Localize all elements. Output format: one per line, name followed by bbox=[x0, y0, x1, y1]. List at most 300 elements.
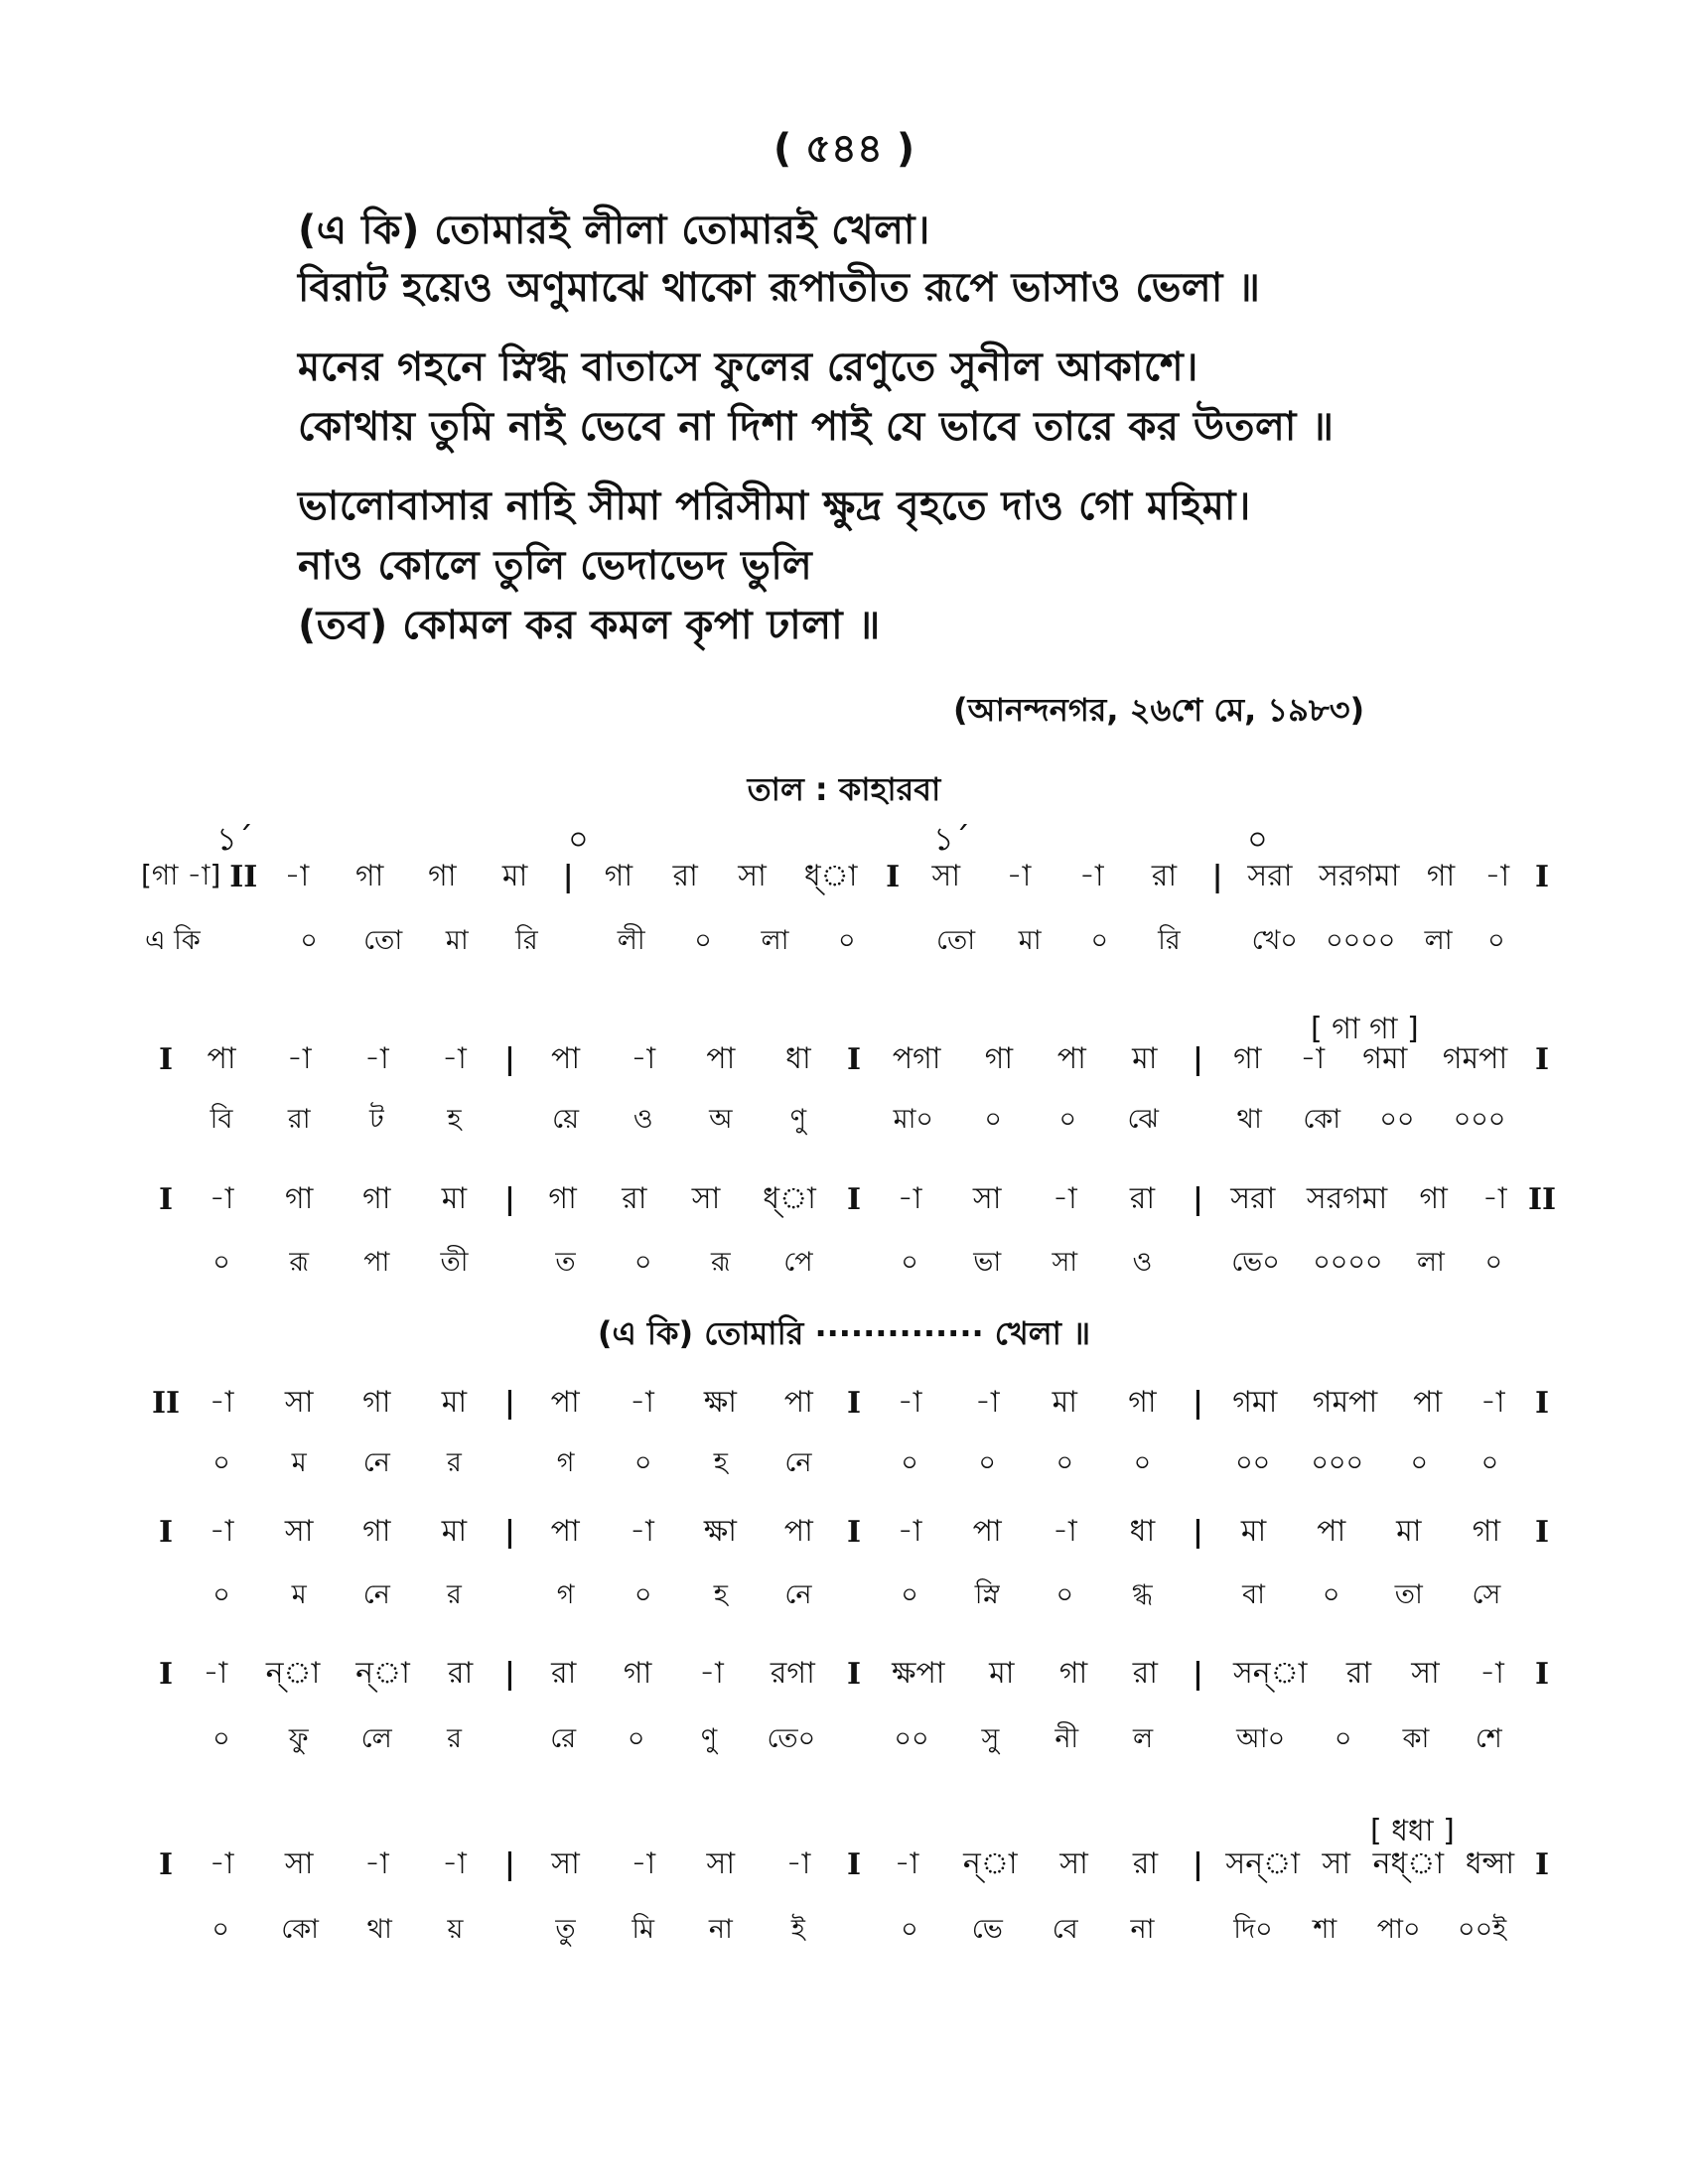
syllable: ০০০ bbox=[1453, 1103, 1506, 1135]
note: মা bbox=[1396, 1513, 1422, 1549]
syllable: সে bbox=[1472, 1578, 1501, 1610]
syllable: তী bbox=[440, 1246, 469, 1278]
beat-separator: | bbox=[1193, 1846, 1203, 1882]
note-group bbox=[527, 1174, 838, 1225]
note-group bbox=[527, 1649, 838, 1700]
syllable: ০ bbox=[300, 924, 318, 956]
syllable: ঝে bbox=[1127, 1103, 1159, 1135]
syllable-group bbox=[1215, 1574, 1526, 1619]
notation-row bbox=[149, 1176, 1559, 1222]
note: পা bbox=[1056, 1040, 1086, 1076]
note: সন্া bbox=[1225, 1845, 1300, 1881]
beat-separator: | bbox=[562, 859, 574, 894]
syllable: নে bbox=[784, 1578, 812, 1610]
syllable: অ bbox=[709, 1103, 733, 1135]
syllable: র bbox=[447, 1446, 462, 1478]
note: গমা bbox=[1232, 1384, 1278, 1420]
note-group bbox=[183, 1034, 493, 1085]
notation-row bbox=[149, 1509, 1559, 1555]
beat-separator: | bbox=[504, 1656, 515, 1692]
beat-mark-3: ১´ bbox=[933, 820, 970, 858]
note: রা bbox=[1345, 1655, 1372, 1691]
syllable: ০ bbox=[1090, 924, 1109, 956]
syllable: গ bbox=[556, 1578, 575, 1610]
beat-separator: I bbox=[846, 1846, 862, 1882]
notation-row bbox=[149, 1036, 1559, 1082]
syllable: ০ bbox=[984, 1103, 1002, 1135]
syllable: রি bbox=[515, 924, 538, 956]
syllable-group bbox=[1215, 1099, 1526, 1144]
note-group bbox=[527, 1034, 838, 1085]
refrain-line: (এ কি) তোমারি ·············· খেলা ॥ bbox=[597, 1314, 1091, 1352]
syllable: ০ bbox=[212, 1246, 230, 1278]
note: -া bbox=[209, 1513, 234, 1549]
end-bar: I bbox=[1534, 1514, 1550, 1550]
syllable: তো bbox=[363, 924, 403, 956]
note: মা bbox=[1132, 1040, 1158, 1076]
syllable: কো bbox=[1303, 1103, 1341, 1135]
note: সা bbox=[738, 858, 767, 893]
syllable: ০ bbox=[901, 1913, 918, 1945]
note: ন্া bbox=[962, 1845, 1018, 1881]
beat-separator: I bbox=[846, 1041, 862, 1077]
note-group bbox=[527, 1507, 838, 1558]
note: সরা bbox=[1230, 1180, 1276, 1216]
note: -া bbox=[363, 1845, 389, 1881]
syllable-group bbox=[871, 1574, 1182, 1619]
syllable: ই bbox=[790, 1913, 805, 1945]
syllable: ল bbox=[1133, 1722, 1154, 1754]
syllable: ০ bbox=[633, 1578, 652, 1610]
lyric-line-4: কোথায় তুমি নাই ভেবে না দিশা পাই যে ভাবে তারে কর উতলা ॥ bbox=[298, 404, 1335, 450]
note: -া bbox=[897, 1513, 922, 1549]
note: রা bbox=[551, 1655, 577, 1691]
note-group bbox=[871, 1378, 1182, 1429]
syllable: ০ bbox=[633, 1246, 652, 1278]
syllable: লা bbox=[1416, 1246, 1445, 1278]
syllable: ণু bbox=[789, 1103, 807, 1135]
syllable: রা bbox=[287, 1103, 311, 1135]
note: ন্া bbox=[355, 1655, 410, 1691]
note: সা bbox=[284, 1845, 314, 1881]
note: মা bbox=[501, 858, 528, 893]
beat-mark-1: ১´ bbox=[216, 820, 253, 858]
note: -া bbox=[1006, 858, 1032, 893]
syllable-group bbox=[183, 1099, 493, 1144]
syllable: লা bbox=[1424, 924, 1453, 956]
syllable: নে bbox=[784, 1446, 812, 1478]
beat-separator: | bbox=[504, 1846, 515, 1882]
note: গা bbox=[285, 1180, 314, 1216]
note: গা bbox=[1419, 1180, 1448, 1216]
note: সা bbox=[972, 1180, 1002, 1216]
syllable-group bbox=[871, 1718, 1182, 1763]
note: সরগমা bbox=[1306, 1180, 1388, 1216]
note: মা bbox=[441, 1180, 468, 1216]
syllable: ০ bbox=[901, 1578, 918, 1610]
syllable: ০ bbox=[1410, 1446, 1428, 1478]
note-group bbox=[910, 852, 1200, 902]
syllable: শে bbox=[1475, 1722, 1502, 1754]
syllable: তে০ bbox=[767, 1722, 816, 1754]
note: ধ্া bbox=[803, 858, 858, 893]
syllable-group bbox=[527, 1909, 838, 1954]
note: পা bbox=[550, 1384, 580, 1420]
syllable: সু bbox=[981, 1722, 1000, 1754]
lyric-line-7: (তব) কোমল কর কমল কৃপা ঢালা ॥ bbox=[298, 603, 881, 648]
syllable: ফু bbox=[288, 1722, 309, 1754]
note: পা bbox=[550, 1513, 580, 1549]
syllable: গ্ধ bbox=[1132, 1578, 1153, 1610]
note: -া bbox=[442, 1845, 467, 1881]
end-bar: I bbox=[1534, 1846, 1550, 1882]
note: -া bbox=[897, 1180, 922, 1216]
note-group bbox=[183, 1649, 493, 1700]
end-bar: I bbox=[1534, 1385, 1550, 1421]
tal-label: তাল : কাহারবা bbox=[747, 770, 941, 808]
lyric-line-3: মনের গহনে স্নিগ্ধ বাতাসে ফুলের রেণুতে সুনীল আকাশে। bbox=[298, 344, 1198, 390]
syllable: বা bbox=[1242, 1578, 1265, 1610]
note: পা bbox=[207, 1040, 236, 1076]
note: ধ্া bbox=[763, 1180, 816, 1216]
alt-notes-bracket: [ গা গা ] bbox=[1311, 1012, 1419, 1046]
note: সা bbox=[284, 1384, 314, 1420]
syllable: ০০ bbox=[894, 1722, 929, 1754]
syllable: ০ bbox=[1133, 1446, 1152, 1478]
note: -া bbox=[1484, 858, 1510, 893]
syllable: ০ bbox=[1322, 1578, 1340, 1610]
syllable: ও bbox=[1132, 1246, 1153, 1278]
syllable: পা০ bbox=[1376, 1913, 1421, 1945]
note: পা bbox=[972, 1513, 1002, 1549]
syllable-row bbox=[149, 1717, 1559, 1763]
syllable-group bbox=[183, 1574, 493, 1619]
syllable: মা০ bbox=[893, 1103, 933, 1135]
syllable: ত bbox=[555, 1246, 576, 1278]
syllable-row bbox=[145, 919, 1559, 965]
note: -া bbox=[897, 1384, 922, 1420]
beat-separator: | bbox=[504, 1181, 515, 1217]
note: গা bbox=[984, 1040, 1014, 1076]
syllable-group bbox=[527, 1242, 838, 1287]
syllable: ০ bbox=[627, 1722, 645, 1754]
note: গা bbox=[428, 858, 457, 893]
notation-row bbox=[141, 854, 1559, 899]
note: গা bbox=[604, 858, 633, 893]
note: সা bbox=[706, 1845, 736, 1881]
note: পা bbox=[783, 1384, 813, 1420]
syllable-group bbox=[1215, 1718, 1526, 1763]
note: মা bbox=[1052, 1384, 1077, 1420]
note: -া bbox=[785, 1845, 811, 1881]
note: গা bbox=[362, 1180, 391, 1216]
note-group bbox=[527, 1378, 838, 1429]
beat-separator: I bbox=[846, 1385, 862, 1421]
note-group bbox=[871, 1649, 1182, 1700]
syllable: ট bbox=[368, 1103, 384, 1135]
note: -া bbox=[286, 1040, 312, 1076]
syllable: র bbox=[447, 1722, 462, 1754]
beat-mark-4: ০ bbox=[1247, 820, 1268, 858]
syllable: ০ bbox=[838, 924, 856, 956]
note-group bbox=[585, 852, 876, 902]
note: -া bbox=[1481, 1180, 1507, 1216]
note: -া bbox=[1052, 1513, 1077, 1549]
note: রা bbox=[672, 858, 698, 893]
syllable: ০ bbox=[1484, 1246, 1503, 1278]
note: ক্ষা bbox=[703, 1384, 737, 1420]
syllable: হ bbox=[713, 1578, 728, 1610]
note: পা bbox=[1413, 1384, 1443, 1420]
syllable: দি০ bbox=[1233, 1913, 1273, 1945]
note: -া bbox=[974, 1384, 1000, 1420]
syllable: নী bbox=[1055, 1722, 1079, 1754]
note: -া bbox=[209, 1845, 234, 1881]
note: গমা bbox=[1362, 1040, 1408, 1076]
note: গা bbox=[362, 1384, 391, 1420]
beat-separator: | bbox=[1211, 859, 1223, 894]
syllable: ০ bbox=[694, 924, 712, 956]
syllable-group bbox=[871, 1099, 1182, 1144]
syllable: গ bbox=[556, 1446, 575, 1478]
note: রা bbox=[1132, 1845, 1159, 1881]
syllable: ০০০০ bbox=[1313, 1246, 1383, 1278]
note: গা bbox=[354, 858, 384, 893]
note: পা bbox=[551, 1040, 581, 1076]
note: -া bbox=[630, 1513, 654, 1549]
note: মা bbox=[989, 1655, 1015, 1691]
syllable: ০ bbox=[1334, 1722, 1352, 1754]
lyric-line-5: ভালোবাসার নাহি সীমা পরিসীমা ক্ষুদ্র বৃহতে দাও গো মহিমা। bbox=[298, 483, 1251, 529]
syllable: তো bbox=[936, 924, 976, 956]
syllable: স্নি bbox=[974, 1578, 1000, 1610]
note-group bbox=[1215, 1649, 1526, 1700]
syllable: ভে bbox=[971, 1913, 1003, 1945]
note: গা bbox=[1058, 1655, 1088, 1691]
note: ক্ষা bbox=[703, 1513, 737, 1549]
syllable-group bbox=[871, 1242, 1182, 1287]
note: -া bbox=[1479, 1655, 1504, 1691]
note: -া bbox=[894, 1845, 919, 1881]
note: সন্া bbox=[1232, 1655, 1308, 1691]
note: -া bbox=[631, 1040, 656, 1076]
syllable: লী bbox=[617, 924, 645, 956]
syllable-row bbox=[149, 1441, 1559, 1487]
syllable-group bbox=[183, 1242, 493, 1287]
note: -া bbox=[1300, 1040, 1326, 1076]
note: সা bbox=[1411, 1655, 1440, 1691]
note: -া bbox=[209, 1180, 234, 1216]
note: পগা bbox=[892, 1040, 941, 1076]
syllable: ০০০০ bbox=[1326, 924, 1396, 956]
beat-separator: | bbox=[1193, 1041, 1203, 1077]
note: -া bbox=[699, 1655, 724, 1691]
start-bar: II bbox=[151, 1385, 181, 1421]
syllable-group bbox=[916, 920, 1204, 965]
syllable: ০ bbox=[633, 1446, 652, 1478]
syllable-group bbox=[1238, 920, 1526, 965]
note: পা bbox=[783, 1513, 813, 1549]
note: সা bbox=[1059, 1845, 1088, 1881]
note: গা bbox=[362, 1513, 391, 1549]
syllable: লা bbox=[761, 924, 789, 956]
syllable-row bbox=[149, 1908, 1559, 1954]
syllable: রি bbox=[1158, 924, 1181, 956]
syllable: ণু bbox=[700, 1722, 718, 1754]
syllable: মি bbox=[632, 1913, 655, 1945]
beat-separator: I bbox=[886, 859, 901, 894]
syllable: না bbox=[708, 1913, 733, 1945]
note: রা bbox=[622, 1180, 647, 1216]
beat-separator: | bbox=[1193, 1181, 1203, 1217]
start-bar: I bbox=[158, 1514, 174, 1550]
note: রা bbox=[1132, 1655, 1158, 1691]
syllable: য় bbox=[447, 1913, 464, 1945]
syllable: হ bbox=[447, 1103, 462, 1135]
note: গা bbox=[1233, 1040, 1262, 1076]
note: রগা bbox=[770, 1655, 815, 1691]
syllable-prefix: এ কি bbox=[145, 924, 201, 956]
syllable: শা bbox=[1313, 1913, 1337, 1945]
syllable: য়ে bbox=[552, 1103, 579, 1135]
syllable: ০ bbox=[1055, 1578, 1074, 1610]
note-group bbox=[183, 1378, 493, 1429]
syllable-group bbox=[183, 1909, 493, 1954]
note-group bbox=[871, 1507, 1182, 1558]
note: -া bbox=[1479, 1384, 1505, 1420]
note: সরগমা bbox=[1319, 858, 1400, 893]
note: সরা bbox=[1247, 858, 1293, 893]
place-date: (আনন্দনগর, ২৬শে মে, ১৯৮৩) bbox=[953, 691, 1365, 729]
note: -া bbox=[363, 1040, 389, 1076]
start-bar: II bbox=[229, 859, 258, 894]
syllable: পে bbox=[783, 1246, 813, 1278]
syllable: লে bbox=[360, 1722, 392, 1754]
beat-mark-2: ০ bbox=[568, 820, 589, 858]
note: মা bbox=[441, 1384, 468, 1420]
syllable-group bbox=[183, 1442, 493, 1487]
syllable: ০ bbox=[901, 1446, 918, 1478]
syllable: পা bbox=[363, 1246, 390, 1278]
syllable: বি bbox=[210, 1103, 233, 1135]
note: -া bbox=[1052, 1180, 1077, 1216]
start-bar: I bbox=[158, 1041, 174, 1077]
syllable: ০০ bbox=[1235, 1446, 1271, 1478]
syllable: মা bbox=[1018, 924, 1042, 956]
syllable: ০ bbox=[211, 1913, 229, 1945]
note: ন্া bbox=[265, 1655, 321, 1691]
syllable: আ০ bbox=[1236, 1722, 1286, 1754]
syllable: ০ bbox=[1480, 1446, 1499, 1478]
beat-separator: | bbox=[1193, 1656, 1203, 1692]
note: ক্ষপা bbox=[892, 1655, 945, 1691]
syllable: ০০০ bbox=[1311, 1446, 1364, 1478]
syllable: ০ bbox=[212, 1722, 230, 1754]
syllable-group bbox=[183, 1718, 493, 1763]
note: গমপা bbox=[1442, 1040, 1508, 1076]
note: গমপা bbox=[1312, 1384, 1378, 1420]
syllable: থা bbox=[1236, 1103, 1262, 1135]
syllable-row bbox=[149, 1098, 1559, 1144]
syllable: র bbox=[447, 1578, 462, 1610]
syllable: ০ bbox=[212, 1446, 230, 1478]
note-group bbox=[260, 852, 551, 902]
note: -া bbox=[442, 1040, 467, 1076]
notation-row bbox=[149, 1380, 1559, 1426]
syllable: রূ bbox=[710, 1246, 731, 1278]
syllable: ভে০ bbox=[1231, 1246, 1280, 1278]
syllable: ০ bbox=[1058, 1103, 1077, 1135]
syllable: সা bbox=[1052, 1246, 1078, 1278]
lyric-line-6: নাও কোলে তুলি ভেদাভেদ ভুলি bbox=[298, 543, 813, 589]
note-group bbox=[871, 1840, 1182, 1890]
syllable: ম bbox=[291, 1446, 307, 1478]
note-group bbox=[1215, 1034, 1526, 1085]
syllable-group bbox=[871, 1909, 1182, 1954]
end-bar: I bbox=[1534, 1656, 1550, 1692]
syllable: মা bbox=[445, 924, 469, 956]
note: মা bbox=[441, 1513, 468, 1549]
note-group bbox=[1215, 1840, 1526, 1890]
syllable: ০০ই bbox=[1458, 1913, 1507, 1945]
syllable: নে bbox=[362, 1578, 390, 1610]
alt-notes-bracket: [ ধধা ] bbox=[1370, 1814, 1455, 1848]
syllable-group bbox=[1215, 1442, 1526, 1487]
syllable-group bbox=[1215, 1242, 1526, 1287]
note: ধা bbox=[1129, 1513, 1156, 1549]
syllable-group bbox=[527, 1099, 838, 1144]
syllable-group bbox=[596, 920, 884, 965]
syllable: কো bbox=[281, 1913, 319, 1945]
note: সা bbox=[931, 858, 961, 893]
note: সা bbox=[551, 1845, 580, 1881]
note-group bbox=[1215, 1174, 1526, 1225]
note: গা bbox=[623, 1655, 652, 1691]
syllable: ম bbox=[291, 1578, 307, 1610]
syllable: না bbox=[1130, 1913, 1155, 1945]
syllable-group bbox=[527, 1574, 838, 1619]
note: গা bbox=[1128, 1384, 1157, 1420]
syllable: হ bbox=[713, 1446, 728, 1478]
syllable: ০ bbox=[1055, 1446, 1074, 1478]
syllable: রে bbox=[550, 1722, 577, 1754]
syllable-group bbox=[274, 920, 562, 965]
note: -া bbox=[209, 1384, 234, 1420]
note: -া bbox=[1078, 858, 1104, 893]
start-bar: I bbox=[158, 1181, 174, 1217]
note: -া bbox=[203, 1655, 228, 1691]
note: সা bbox=[1322, 1845, 1351, 1881]
lyric-line-2: বিরাট হয়েও অণুমাঝে থাকো রূপাতীত রূপে ভাসাও ভেলা ॥ bbox=[298, 265, 1261, 311]
note-group bbox=[1215, 1507, 1526, 1558]
note: পা bbox=[1317, 1513, 1346, 1549]
beat-separator: | bbox=[504, 1514, 515, 1550]
syllable: ০ bbox=[901, 1246, 918, 1278]
note: সা bbox=[691, 1180, 721, 1216]
end-bar: I bbox=[1534, 1041, 1550, 1077]
note-group bbox=[183, 1840, 493, 1890]
note: গা bbox=[1426, 858, 1456, 893]
page-number: ( ৫৪৪ ) bbox=[773, 126, 915, 172]
syllable-row bbox=[149, 1573, 1559, 1619]
note-group bbox=[1215, 1378, 1526, 1429]
syllable: ও bbox=[633, 1103, 653, 1135]
note: ধা bbox=[785, 1040, 811, 1076]
beat-separator: I bbox=[846, 1656, 862, 1692]
note: রা bbox=[447, 1655, 474, 1691]
note-group bbox=[183, 1174, 493, 1225]
note: রা bbox=[1151, 858, 1178, 893]
